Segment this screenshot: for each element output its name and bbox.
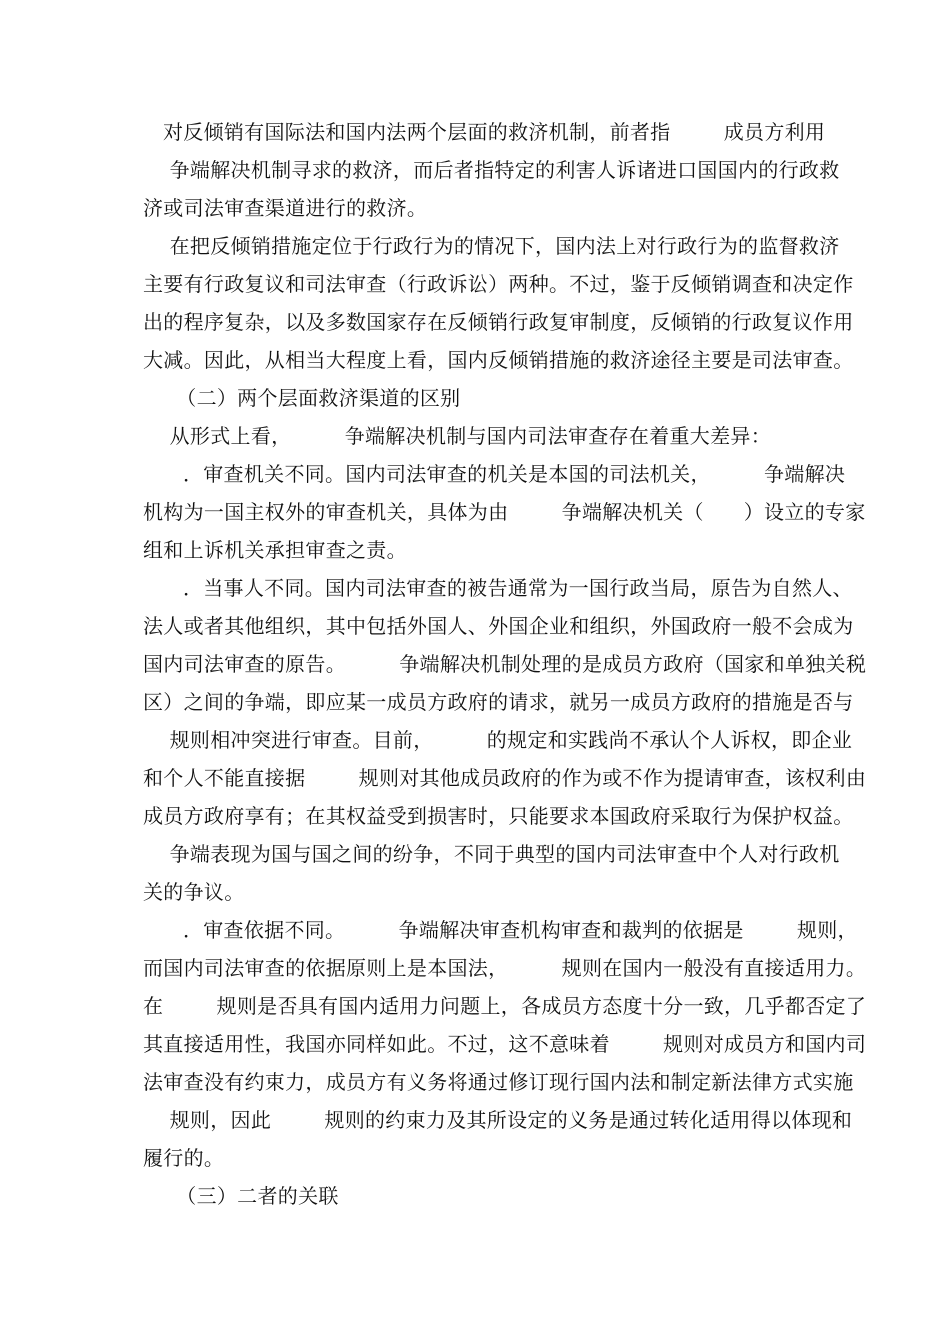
- body-text-line: 从形式上看， 争端解决机制与国内司法审查存在着重大差异：: [143, 424, 771, 448]
- section-heading: （三）二者的关联: [143, 1184, 339, 1208]
- body-text-line: 争端解决机制寻求的救济，而后者指特定的利害人诉诸进口国国内的行政救: [143, 158, 840, 182]
- body-text-line: 其直接适用性，我国亦同样如此。不过，这不意味着 规则对成员方和国内司: [143, 1032, 867, 1056]
- body-text-line: 法人或者其他组织，其中包括外国人、外国企业和组织，外国政府一般不会成为: [143, 614, 854, 638]
- body-text-line: 而国内司法审查的依据原则上是本国法， 规则在国内一般没有直接适用力。: [143, 956, 867, 980]
- body-text-line: 对反倾销有国际法和国内法两个层面的救济机制，前者指 成员方利用: [143, 120, 826, 144]
- body-text-line: 济或司法审查渠道进行的救济。: [143, 196, 428, 220]
- body-text-line: ．审查依据不同。 争端解决审查机构审查和裁判的依据是 规则，: [143, 918, 858, 942]
- body-text-line: 规则，因此 规则的约束力及其所设定的义务是通过转化适用得以体现和: [143, 1108, 853, 1132]
- body-text-line: 履行的。: [143, 1146, 225, 1170]
- body-text-line: 大减。因此，从相当大程度上看，国内反倾销措施的救济途径主要是司法审查。: [143, 348, 854, 372]
- body-text-line: 组和上诉机关承担审查之责。: [143, 538, 407, 562]
- body-text-line: 和个人不能直接据 规则对其他成员政府的作为或不作为提请审查，该权利由: [143, 766, 867, 790]
- body-text-line: 国内司法审查的原告。 争端解决机制处理的是成员方政府（国家和单独关税: [143, 652, 867, 676]
- body-text-line: 争端表现为国与国之间的纷争，不同于典型的国内司法审查中个人对行政机: [143, 842, 840, 866]
- body-text-line: 出的程序复杂，以及多数国家存在反倾销行政复审制度，反倾销的行政复议作用: [143, 310, 854, 334]
- body-text-line: ．当事人不同。国内司法审查的被告通常为一国行政当局，原告为自然人、: [143, 576, 853, 600]
- body-text-line: 机构为一国主权外的审查机关，具体为由 争端解决机关（ ）设立的专家: [143, 500, 866, 524]
- body-text-line: ．审查机关不同。国内司法审查的机关是本国的司法机关， 争端解决: [143, 462, 846, 486]
- body-text-line: 成员方政府享有；在其权益受到损害时，只能要求本国政府采取行为保护权益。: [143, 804, 854, 828]
- body-text-line: 区）之间的争端，即应某一成员方政府的请求，就另一成员方政府的措施是否与: [143, 690, 854, 714]
- body-text-line: 在 规则是否具有国内适用力问题上，各成员方态度十分一致，几乎都否定了: [143, 994, 867, 1018]
- body-text-line: 主要有行政复议和司法审查（行政诉讼）两种。不过，鉴于反倾销调查和决定作: [143, 272, 854, 296]
- body-text-line: 在把反倾销措施定位于行政行为的情况下，国内法上对行政行为的监督救济: [143, 234, 840, 258]
- body-text-line: 规则相冲突进行审查。目前， 的规定和实践尚不承认个人诉权，即企业: [143, 728, 853, 752]
- section-heading: （二）两个层面救济渠道的区别: [143, 386, 461, 410]
- body-text-line: 关的争议。: [143, 880, 245, 904]
- body-text-line: 法审查没有约束力，成员方有义务将通过修订现行国内法和制定新法律方式实施: [143, 1070, 854, 1094]
